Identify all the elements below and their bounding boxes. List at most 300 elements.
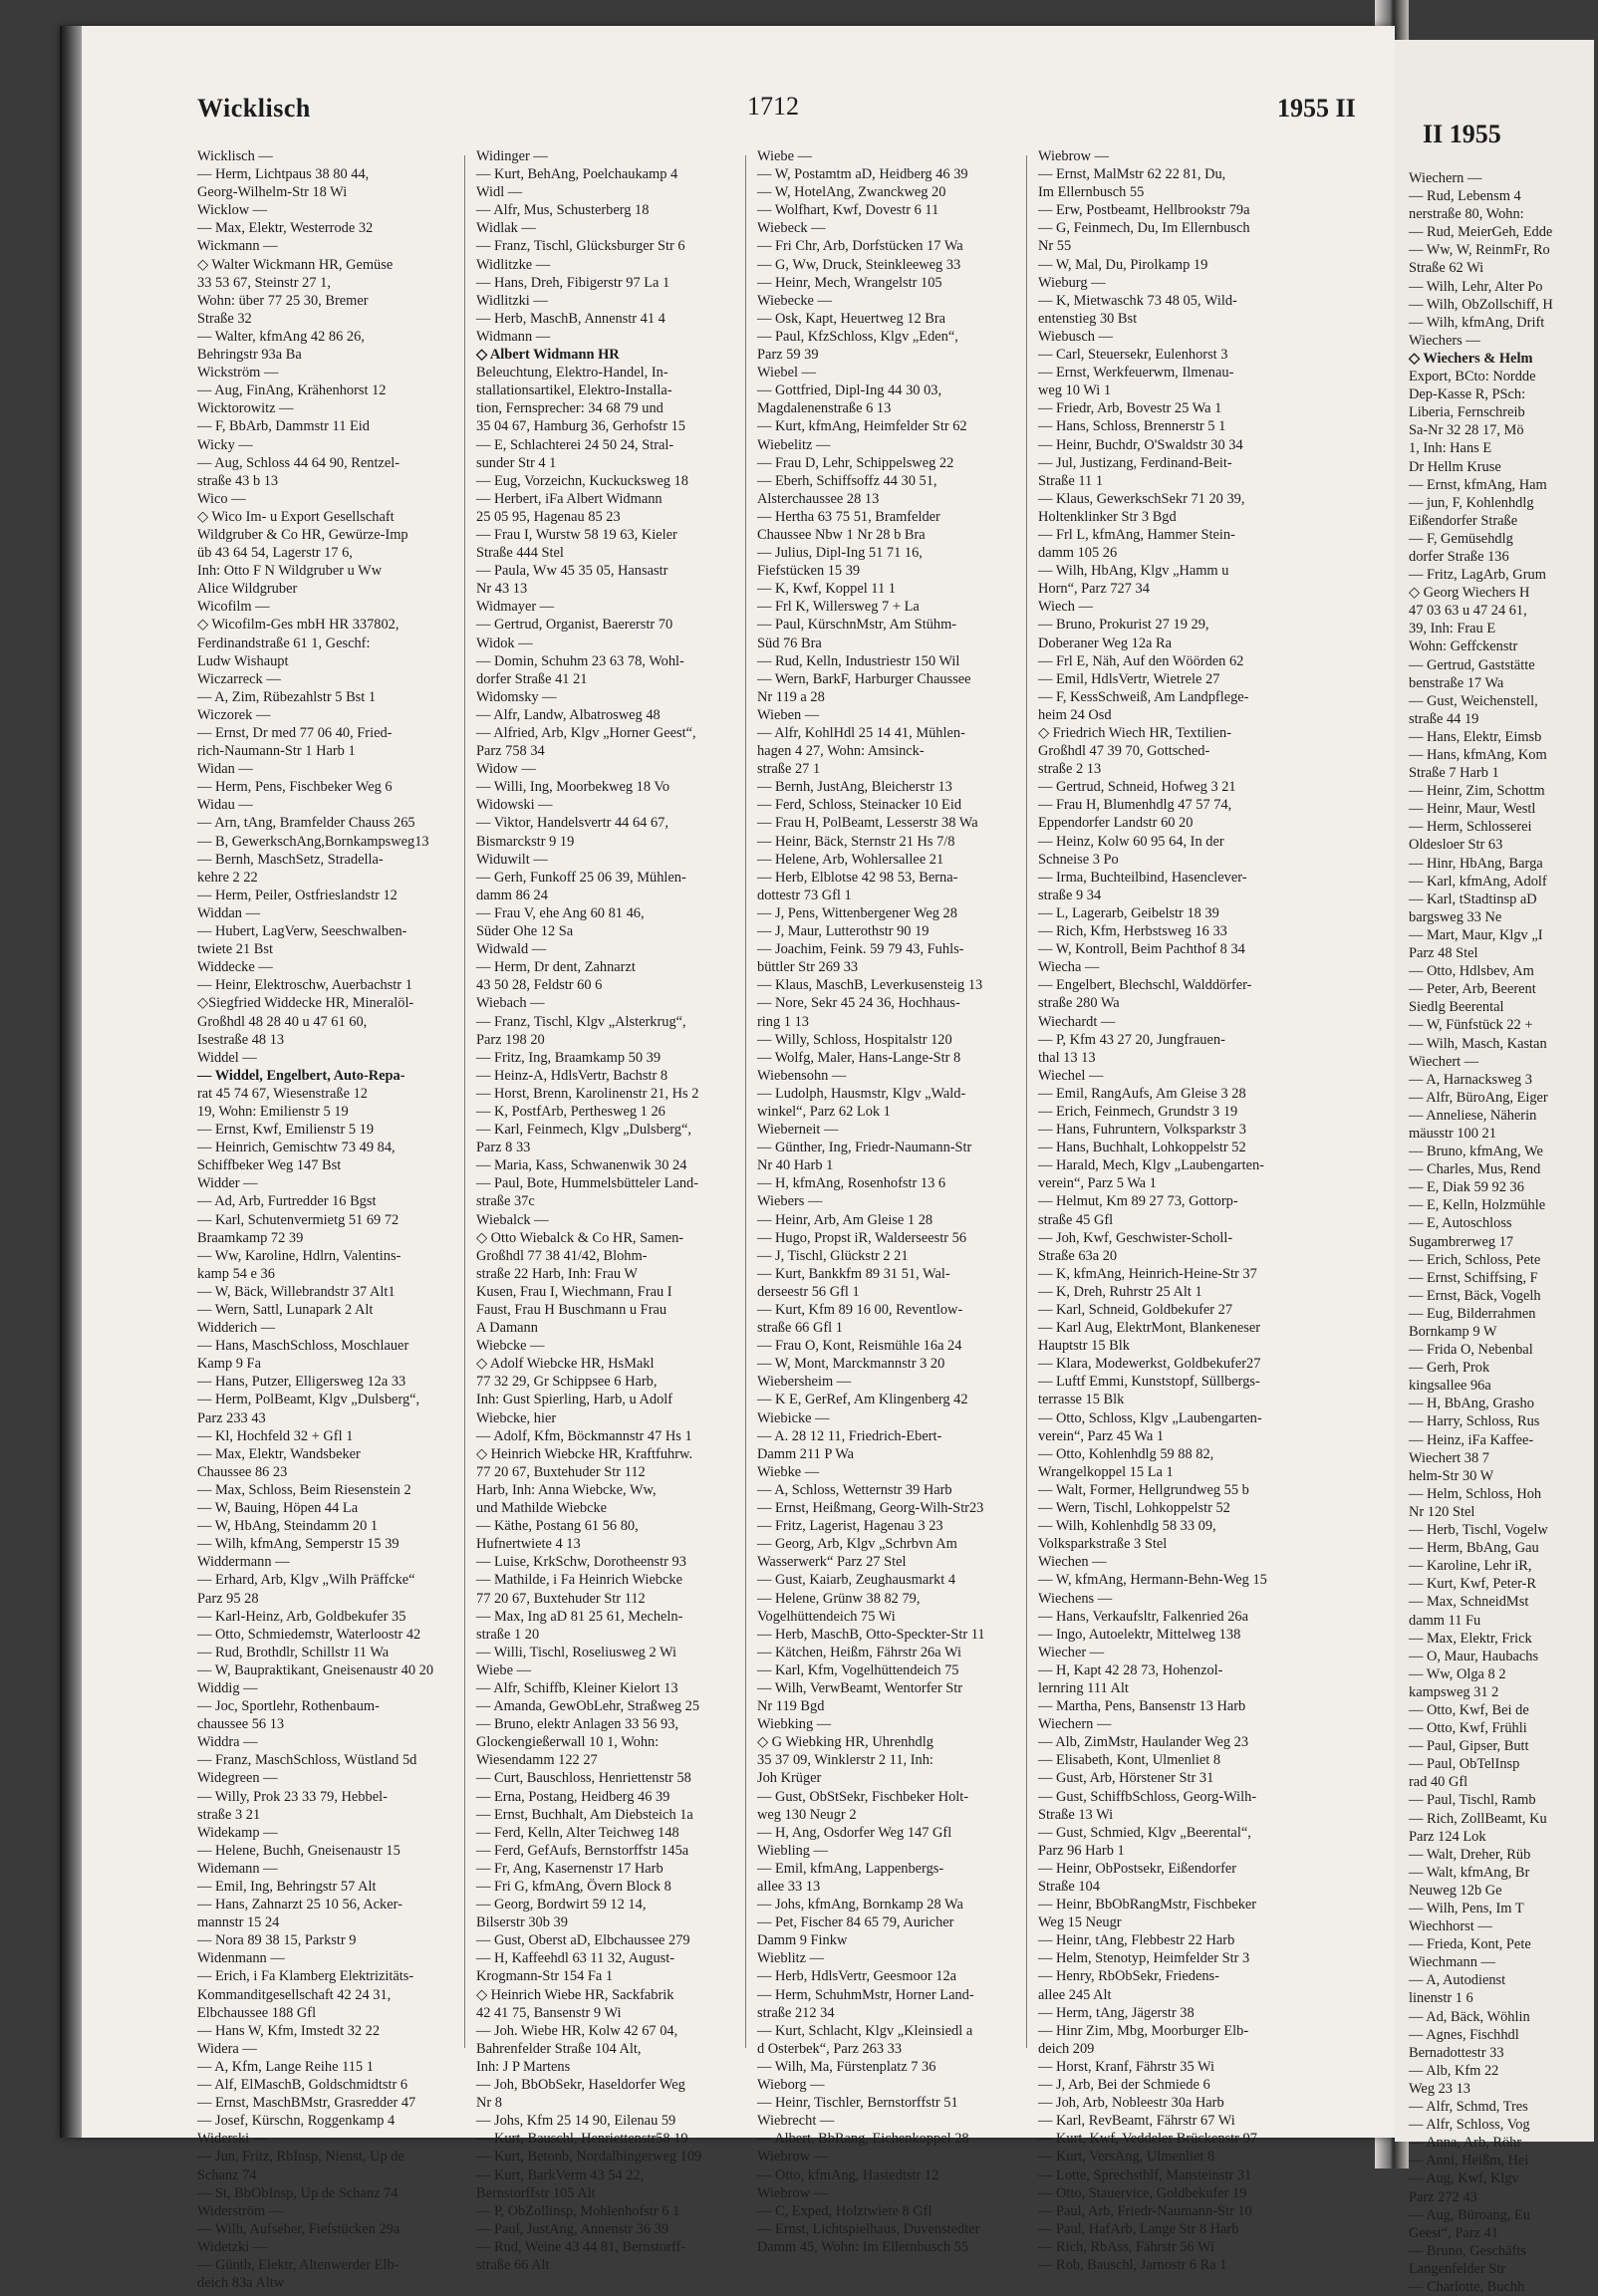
directory-entry-line: — Hinr, HbAng, Barga	[1409, 855, 1543, 872]
directory-entry-line: — Karl-Heinz, Arb, Goldbekufer 35	[197, 1608, 406, 1625]
directory-entry-line: Siedlg Beerental	[1409, 999, 1504, 1016]
directory-entry-line: — Willy, Prok 23 33 79, Hebbel-	[197, 1788, 388, 1805]
directory-entry-line: — Walt, Dreher, Rüb	[1409, 1846, 1531, 1863]
directory-entry-line: — A, Schloss, Wetternstr 39 Harb	[757, 1481, 952, 1498]
directory-entry-line: Wiebe —	[476, 1661, 531, 1678]
directory-entry-line: Nr 8	[476, 2095, 502, 2112]
directory-entry-line: deich 83a Altw	[197, 2275, 285, 2292]
directory-entry-line: Wiczorek —	[197, 706, 271, 723]
directory-entry-line: allee 33 13	[757, 1879, 821, 1895]
directory-entry-line: — Georg, Bordwirt 59 12 14,	[476, 1897, 647, 1913]
directory-entry-line: Wiebe —	[757, 148, 812, 164]
directory-entry-line: Parz 198 20	[476, 1031, 545, 1048]
directory-entry-line: — Otto, Kwf, Bei de	[1409, 1701, 1529, 1718]
directory-entry-line: — Joh. Wiebe HR, Kolw 42 67 04,	[476, 2022, 678, 2039]
directory-entry-line: — E, Kelln, Holzmühle	[1409, 1197, 1546, 1214]
directory-entry-line: — Hans, Schloss, Brennerstr 5 1	[1038, 418, 1226, 435]
directory-entry-line: — W, Baupraktikant, Gneisenaustr 40 20	[197, 1661, 434, 1678]
directory-entry-line: — Anni, Heißm, Hei	[1409, 2153, 1529, 2169]
directory-entry-line: straße 9 34	[1038, 887, 1102, 903]
directory-entry-line: — Julius, Dipl-Ing 51 71 16,	[757, 545, 923, 562]
directory-entry-line: — Nore, Sekr 45 24 36, Hochhaus-	[757, 995, 960, 1012]
directory-entry-line: — W, Bäck, Willebrandstr 37 Alt1	[197, 1283, 396, 1300]
directory-entry-line: Widlak —	[476, 220, 536, 237]
directory-entry-line: — Helmut, Km 89 27 73, Gottorp-	[1038, 1193, 1238, 1210]
directory-entry-line: — Gust, Schmied, Klgv „Beerental“,	[1038, 1824, 1251, 1841]
directory-entry-line: dorfer Straße 136	[1409, 548, 1509, 565]
directory-entry-line: — Ernst, MalMstr 62 22 81, Du,	[1038, 166, 1226, 183]
directory-entry-line: A Damann	[476, 1320, 538, 1337]
directory-entry-line: — Erich, Feinmech, Grundstr 3 19	[1038, 1103, 1238, 1120]
directory-entry-line: — Paul, Bote, Hummelsbütteler Land-	[476, 1175, 699, 1192]
directory-entry-line: damm 86 24	[476, 887, 548, 903]
directory-entry-line: Chaussee 86 23	[197, 1463, 288, 1480]
directory-entry-line: — Hinr Zim, Mbg, Moorburger Elb-	[1038, 2022, 1249, 2039]
directory-entry-line: terrasse 15 Blk	[1038, 1392, 1125, 1408]
directory-entry-line: — Fri Chr, Arb, Dorfstücken 17 Wa	[757, 238, 963, 255]
directory-entry-line: — Agnes, Fischhdl	[1409, 2026, 1519, 2043]
directory-entry-line: — Rich, RbAss, Fährstr 56 Wi	[1038, 2238, 1215, 2255]
directory-entry-line: — Heinr, Bäck, Sternstr 21 Hs 7/8	[757, 833, 955, 850]
directory-entry-line: — Alb, ZimMstr, Haulander Weg 23	[1038, 1734, 1249, 1751]
directory-entry-line: 19, Wohn: Emilienstr 5 19	[197, 1103, 349, 1120]
directory-entry-line: — Fritz, Ing, Braamkamp 50 39	[476, 1049, 662, 1066]
directory-entry-line: Parz 48 Stel	[1409, 945, 1478, 962]
directory-entry-line: — Erhard, Arb, Klgv „Wilh Präffcke“	[197, 1572, 415, 1589]
directory-entry-line: — Bruno, Prokurist 27 19 29,	[1038, 617, 1209, 634]
directory-entry-line: Bornkamp 9 W	[1409, 1324, 1497, 1340]
directory-entry-line: ◇ Wiechers & Helm	[1409, 350, 1533, 367]
directory-entry-line: Parz 758 34	[476, 743, 545, 760]
directory-entry-line: ◇ G Wiebking HR, Uhrenhdlg	[757, 1734, 933, 1751]
directory-entry-line: straße 66 Gfl 1	[757, 1320, 843, 1337]
directory-entry-line: — Elisabeth, Kont, Ulmenliet 8	[1038, 1752, 1221, 1769]
directory-entry-line: — Ferd, Kelln, Alter Teichweg 148	[476, 1824, 679, 1841]
directory-entry-line: — J, Arb, Bei der Schmiede 6	[1038, 2077, 1210, 2094]
directory-entry-line: — Hans W, Kfm, Imstedt 32 22	[197, 2022, 381, 2039]
directory-entry-line: — Heinr, tAng, Flebbestr 22 Harb	[1038, 1932, 1235, 1949]
directory-entry-line: — W, HotelAng, Zwanckweg 20	[757, 184, 946, 201]
directory-entry-line: Widl —	[476, 184, 523, 201]
directory-entry-line: Widau —	[197, 797, 253, 814]
directory-entry-line: Widdecke —	[197, 959, 273, 976]
directory-entry-line: — Ernst, Bäck, Vogelh	[1409, 1287, 1541, 1304]
directory-entry-line: — P, ObZollinsp, Mohlenhofstr 6 1	[476, 2202, 680, 2219]
directory-entry-line: Inh: Gust Spierling, Harb, u Adolf	[476, 1392, 673, 1408]
directory-entry-line: — Kurt, VersAng, Ulmenliet 8	[1038, 2149, 1215, 2166]
directory-entry-line: — Erna, Postang, Heidberg 46 39	[476, 1788, 670, 1805]
directory-entry-line: — Luise, KrkSchw, Dorotheenstr 93	[476, 1554, 686, 1571]
directory-entry-line: Straße 104	[1038, 1879, 1100, 1895]
directory-entry-line: 47 03 63 u 47 24 61,	[1409, 603, 1527, 620]
directory-entry-line: — Wilh, Masch, Kastan	[1409, 1035, 1547, 1052]
directory-entry-line: — Max, Schloss, Beim Riesenstein 2	[197, 1481, 411, 1498]
directory-entry-line: 77 20 67, Buxtehuder Str 112	[476, 1463, 646, 1480]
directory-entry-line: Wieburg —	[1038, 274, 1106, 291]
directory-entry-line: — Otto, Kwf, Frühli	[1409, 1720, 1527, 1737]
directory-entry-line: hagen 4 27, Wohn: Amsinck-	[757, 743, 925, 760]
directory-entry-line: Widdra —	[197, 1734, 258, 1751]
directory-entry-line: — Alfr, KohlHdl 25 14 41, Mühlen-	[757, 725, 965, 741]
directory-entry-line: Wieben —	[757, 706, 820, 723]
directory-entry-line: Dr Hellm Kruse	[1409, 458, 1501, 475]
directory-entry-line: — Heinr, Elektroschw, Auerbachstr 1	[197, 977, 412, 994]
directory-entry-line: — Heinr, Mech, Wrangelstr 105	[757, 274, 942, 291]
directory-entry-line: — Charles, Mus, Rend	[1409, 1161, 1541, 1178]
directory-entry-line: 42 41 75, Bansenstr 9 Wi	[476, 2004, 622, 2021]
directory-entry-line: Wohn: über 77 25 30, Bremer	[197, 292, 369, 309]
directory-entry-line: — Karl Aug, ElektrMont, Blankeneser	[1038, 1320, 1261, 1337]
directory-entry-line: — Emil, Ing, Behringstr 57 Alt	[197, 1879, 377, 1895]
directory-entry-line: — A. 28 12 11, Friedrich-Ebert-	[757, 1427, 942, 1444]
binding-edge	[60, 26, 82, 2138]
directory-entry-line: Glockengießerwall 10 1, Wohn:	[476, 1734, 660, 1751]
directory-entry-line: kamp 54 e 36	[197, 1265, 275, 1282]
directory-entry-line: und Mathilde Wiebcke	[476, 1500, 608, 1517]
directory-entry-line: Braamkamp 72 39	[197, 1229, 304, 1246]
directory-entry-line: — Horst, Brenn, Karolinenstr 21, Hs 2	[476, 1085, 699, 1102]
directory-entry-line: Wiebrow —	[757, 2184, 828, 2201]
directory-entry-line: — Georg, Arb, Klgv „Schrbvn Am	[757, 1536, 957, 1553]
directory-entry-line: Widwald —	[476, 941, 547, 958]
directory-entry-line: Wiebking —	[757, 1716, 832, 1733]
directory-entry-line: Nr 120 Stel	[1409, 1503, 1475, 1520]
directory-entry-line: — F, BbArb, Dammstr 11 Eid	[197, 418, 370, 435]
directory-entry-line: allee 245 Alt	[1038, 1986, 1112, 2003]
directory-entry-line: Bilserstr 30b 39	[476, 1914, 568, 1931]
directory-entry-line: — H, Kaffeehdl 63 11 32, August-	[476, 1950, 675, 1967]
directory-entry-line: — K, kfmAng, Heinrich-Heine-Str 37	[1038, 1265, 1257, 1282]
directory-entry-line: Widemann —	[197, 1860, 278, 1877]
directory-entry-line: straße 22 Harb, Inh: Frau W	[476, 1265, 638, 1282]
directory-entry-line: ◇ Heinrich Wiebcke HR, Kraftfuhrw.	[476, 1445, 693, 1462]
directory-entry-line: Großhdl 77 38 41/42, Blohm-	[476, 1247, 648, 1264]
directory-entry-line: — Paul, Tischl, Ramb	[1409, 1792, 1536, 1809]
directory-entry-line: weg 130 Neugr 2	[757, 1806, 857, 1823]
directory-entry-line: — Rud, MeierGeh, Edde	[1409, 224, 1553, 241]
directory-entry-line: — Frl K, Willersweg 7 + La	[757, 599, 920, 616]
directory-entry-line: Parz 233 43	[197, 1409, 266, 1426]
directory-entry-line: — Helene, Grünw 38 82 79,	[757, 1590, 921, 1607]
directory-entry-line: — Willi, Ing, Moorbekweg 18 Vo	[476, 779, 670, 796]
directory-entry-line: — Paul, ObTelInsp	[1409, 1756, 1520, 1773]
directory-entry-line: — Wilh, kfmAng, Semperstr 15 39	[197, 1536, 400, 1553]
directory-entry-line: — Adolf, Kfm, Böckmannstr 47 Hs 1	[476, 1427, 692, 1444]
directory-entry-line: Wiebers —	[757, 1193, 823, 1210]
directory-entry-line: straße 27 1	[757, 761, 821, 778]
directory-entry-line: — Gust, SchiffbSchloss, Georg-Wilh-	[1038, 1788, 1257, 1805]
directory-entry-line: — Alf, ElMaschB, Goldschmidtstr 6	[197, 2077, 408, 2094]
directory-entry-line: — Ferd, Schloss, Steinacker 10 Eid	[757, 797, 962, 814]
directory-entry-line: Wiechern —	[1409, 170, 1482, 186]
directory-entry-line: — Amanda, GewObLehr, Straßweg 25	[476, 1698, 700, 1715]
directory-entry-line: — Willi, Tischl, Roseliusweg 2 Wi	[476, 1644, 677, 1660]
directory-entry-line: Wiebcke —	[476, 1338, 545, 1355]
directory-entry-line: — Herm, Lichtpaus 38 80 44,	[197, 166, 370, 183]
directory-entry-line: — Ww, W, ReinmFr, Ro	[1409, 242, 1550, 259]
directory-entry-line: ◇Siegfried Widdecke HR, Mineralöl-	[197, 995, 414, 1012]
directory-entry-line: — Friedr, Arb, Bovestr 25 Wa 1	[1038, 400, 1222, 417]
directory-entry-line: Behringstr 93a Ba	[197, 347, 302, 364]
directory-entry-line: Straße 13 Wi	[1038, 1806, 1114, 1823]
directory-entry-line: heim 24 Osd	[1038, 706, 1112, 723]
directory-entry-line: Wieblitz —	[757, 1950, 824, 1967]
directory-entry-line: Faust, Frau H Buschmann u Frau	[476, 1302, 667, 1318]
directory-entry-line: — Hertha 63 75 51, Bramfelder	[757, 508, 940, 525]
directory-entry-line: Sa-Nr 32 28 17, Mö	[1409, 422, 1524, 439]
directory-entry-line: — Bernh, MaschSetz, Stradella-	[197, 851, 384, 868]
directory-entry-line: — Frau H, Blumenhdlg 47 57 74,	[1038, 797, 1232, 814]
directory-entry-line: verein“, Parz 5 Wa 1	[1038, 1175, 1157, 1192]
directory-entry-line: — Hans, Buchhalt, Lohkoppelstr 52	[1038, 1140, 1246, 1156]
directory-entry-line: — Ingo, Autoelektr, Mittelweg 138	[1038, 1626, 1241, 1643]
directory-entry-line: — Walter, kfmAng 42 86 26,	[197, 328, 365, 345]
directory-entry-line: — Gust, ObStSekr, Fischbeker Holt-	[757, 1788, 969, 1805]
directory-entry-line: 77 32 29, Gr Schippsee 6 Harb,	[476, 1374, 658, 1391]
directory-entry-line: — Herm, tAng, Jägerstr 38	[1038, 2004, 1195, 2021]
directory-entry-line: — L, Lagerarb, Geibelstr 18 39	[1038, 904, 1219, 921]
directory-entry-line: Widdermann —	[197, 1554, 290, 1571]
directory-entry-line: Widetzki —	[197, 2238, 268, 2255]
directory-entry-line: Süder Ohe 12 Sa	[476, 923, 574, 940]
directory-entry-line: Widok —	[476, 635, 533, 651]
directory-entry-line: — Gottfried, Dipl-Ing 44 30 03,	[757, 383, 942, 399]
directory-entry-line: — Widdel, Engelbert, Auto-Repa-	[197, 1067, 405, 1084]
directory-entry-line: — Kurt, Kfm 89 16 00, Reventlow-	[757, 1302, 963, 1318]
directory-entry-line: straße 1 20	[476, 1626, 540, 1643]
directory-entry-line: Inh: J P Martens	[476, 2058, 571, 2075]
directory-entry-line: Volksparkstraße 3 Stel	[1038, 1536, 1168, 1553]
directory-entry-line: — Hubert, LagVerw, Seeschwalben-	[197, 923, 407, 940]
directory-entry-line: straße 44 19	[1409, 710, 1479, 727]
directory-entry-line: — Anneliese, Näherin	[1409, 1107, 1537, 1124]
directory-entry-line: — W, Mal, Du, Pirolkamp 19	[1038, 256, 1208, 273]
directory-entry-line: — Heinz-A, HdlsVertr, Bachstr 8	[476, 1067, 668, 1084]
directory-entry-line: — Ludolph, Hausmstr, Klgv „Wald-	[757, 1085, 966, 1102]
directory-entry-line: Wiechel —	[1038, 1067, 1104, 1084]
directory-entry-line: — G, Ww, Druck, Steinkleeweg 33	[757, 256, 961, 273]
directory-entry-line: — Karl, Schneid, Goldbekufer 27	[1038, 1302, 1233, 1318]
directory-entry-line: — Herbert, iFa Albert Widmann	[476, 490, 663, 507]
directory-entry-line: Weg 23 13	[1409, 2080, 1470, 2097]
directory-entry-line: — Gust, Kaiarb, Zeughausmarkt 4	[757, 1572, 956, 1589]
directory-entry-line: — Walt, Former, Hellgrundweg 55 b	[1038, 1481, 1249, 1498]
directory-entry-line: — Herm, BbAng, Gau	[1409, 1540, 1539, 1557]
directory-entry-line: büttler Str 269 33	[757, 959, 859, 976]
running-head: Wicklisch	[197, 94, 311, 123]
page-header	[60, 76, 1395, 126]
directory-entry-line: — Frau D, Lehr, Schippelsweg 22	[757, 454, 954, 471]
directory-entry-line: — Paul, Arb, Friedr-Naumann-Str 10	[1038, 2202, 1252, 2219]
directory-entry-line: — A, Zim, Rübezahlstr 5 Bst 1	[197, 688, 377, 705]
directory-entry-line: twiete 21 Bst	[197, 941, 273, 958]
directory-entry-line: Chaussee Nbw 1 Nr 28 b Bra	[757, 526, 926, 543]
directory-entry-line: — Wilh, Pens, Im T	[1409, 1901, 1524, 1916]
directory-entry-line: Wiebling —	[757, 1842, 828, 1859]
directory-entry-line: — Heinr, Tischler, Bernstorffstr 51	[757, 2095, 958, 2112]
directory-entry-line: — Helm, Stenotyp, Heimfelder Str 3	[1038, 1950, 1250, 1967]
directory-entry-line: — Gust, Arb, Hörstener Str 31	[1038, 1770, 1214, 1787]
directory-entry-line: Wiebrow —	[1038, 148, 1109, 164]
directory-entry-line: Neuweg 12b Ge	[1409, 1882, 1502, 1899]
directory-entry-line: damm 11 Fu	[1409, 1612, 1481, 1629]
directory-entry-line: rad 40 Gfl	[1409, 1774, 1468, 1791]
directory-entry-line: — Ernst, kfmAng, Ham	[1409, 476, 1547, 493]
directory-entry-line: — Kurt, Kwf, Peter-R	[1409, 1576, 1537, 1593]
directory-entry-line: — A, Kfm, Lange Reihe 115 1	[197, 2058, 374, 2075]
directory-entry-line: Parz 59 39	[757, 347, 819, 364]
directory-entry-line: — Ernst, Schiffsing, F	[1409, 1269, 1538, 1286]
directory-entry-line: — Wilh, kfmAng, Drift	[1409, 314, 1545, 331]
directory-entry-line: — Gertrud, Gaststätte	[1409, 656, 1535, 673]
directory-entry-line: — Käthe, Postang 61 56 80,	[476, 1518, 639, 1535]
directory-entry-line: — Bruno, kfmAng, We	[1409, 1144, 1543, 1160]
directory-entry-line: — Karl, Feinmech, Klgv „Dulsberg“,	[476, 1122, 691, 1139]
directory-entry-line: — Joh, Arb, Nobleestr 30a Harb	[1038, 2095, 1224, 2112]
directory-entry-line: — Paul, Gipser, Butt	[1409, 1738, 1529, 1755]
directory-entry-line: — W, Fünfstück 22 +	[1409, 1017, 1533, 1034]
directory-entry-line: weg 10 Wi 1	[1038, 383, 1112, 399]
directory-entry-line: — Kätchen, Heißm, Fährstr 26a Wi	[757, 1644, 961, 1660]
directory-entry-line: sunder Str 4 1	[476, 454, 557, 471]
directory-entry-line: Bernadottestr 33	[1409, 2044, 1504, 2061]
directory-entry-line: — Joh, Kwf, Geschwister-Scholl-	[1038, 1229, 1233, 1246]
directory-entry-line: — Engelbert, Blechschl, Walddörfer-	[1038, 977, 1252, 994]
directory-entry-line: — Max, SchneidMst	[1409, 1594, 1529, 1611]
directory-entry-line: kehre 2 22	[197, 869, 258, 886]
directory-entry-line: — Ernst, Dr med 77 06 40, Fried-	[197, 725, 393, 741]
directory-page-right	[1395, 40, 1594, 2295]
directory-entry-line: — Fritz, Lagerist, Hagenau 3 23	[757, 1518, 943, 1535]
directory-entry-line: — Heinr, Arb, Am Gleise 1 28	[757, 1211, 933, 1228]
directory-entry-line: Wiebcke, hier	[476, 1409, 557, 1426]
directory-entry-line: — Walt, kfmAng, Br	[1409, 1864, 1530, 1881]
directory-entry-line: Kusen, Frau I, Wiechmann, Frau I	[476, 1283, 672, 1300]
directory-entry-line: — J, Pens, Wittenbergener Weg 28	[757, 904, 957, 921]
directory-entry-line: Großhdl 47 39 70, Gottsched-	[1038, 743, 1210, 760]
directory-entry-line: Parz 8 33	[476, 1140, 531, 1156]
directory-entry-line: — Karl, kfmAng, Adolf	[1409, 873, 1547, 890]
directory-entry-line: — Carl, Steuersekr, Eulenhorst 3	[1038, 347, 1228, 364]
directory-entry-line: — Luftf Emmi, Kunststopf, Süllbergs-	[1038, 1374, 1260, 1391]
directory-entry-line: — Frieda, Kont, Pete	[1409, 1936, 1531, 1953]
directory-entry-line: 39, Inh: Frau E	[1409, 621, 1496, 638]
directory-entry-line: — Hugo, Propst iR, Walderseestr 56	[757, 1229, 967, 1246]
directory-entry-line: stallationsartikel, Elektro-Installa-	[476, 383, 672, 399]
directory-entry-line: Straße 11 1	[1038, 472, 1104, 489]
directory-entry-line: — K, Dreh, Ruhrstr 25 Alt 1	[1038, 1283, 1202, 1300]
directory-entry-line: — W, Postamtm aD, Heidberg 46 39	[757, 166, 968, 183]
directory-entry-line: Alice Wildgruber	[197, 581, 298, 598]
directory-entry-line: — Helm, Schloss, Hoh	[1409, 1485, 1542, 1502]
directory-entry-line: — Frida O, Nebenbal	[1409, 1342, 1533, 1359]
directory-entry-line: — Otto, Schloss, Klgv „Laubengarten-	[1038, 1409, 1262, 1426]
directory-entry-line: Isestraße 48 13	[197, 1031, 285, 1048]
directory-entry-line: — Charlotte, Buchh	[1409, 2278, 1525, 2295]
directory-entry-line: — H, kfmAng, Rosenhofstr 13 6	[757, 1175, 946, 1192]
column-right-page	[1409, 169, 1598, 2296]
directory-entry-line: — Henry, RbObSekr, Friedens-	[1038, 1968, 1219, 1985]
directory-entry-line: Widenmann —	[197, 1950, 285, 1967]
directory-entry-line: Langenfelder Str	[1409, 2260, 1506, 2277]
directory-entry-line: — Erich, Schloss, Pete	[1409, 1251, 1541, 1268]
directory-entry-line: winkel“, Parz 62 Lok 1	[757, 1103, 891, 1120]
directory-entry-line: — Wilh, Aufseher, Fiefstücken 29a	[197, 2220, 400, 2237]
directory-entry-line: — Max, Elektr, Westerrode 32	[197, 220, 374, 237]
directory-entry-line: — Wern, BarkF, Harburger Chaussee	[757, 670, 971, 687]
directory-entry-line: — Alfr, Schloss, Vog	[1409, 2117, 1530, 2134]
directory-entry-line: ◇ Wico Im- u Export Gesellschaft	[197, 508, 395, 525]
column-1	[197, 147, 458, 2292]
directory-entry-line: — Harry, Schloss, Rus	[1409, 1413, 1540, 1430]
directory-entry-line: Wickström —	[197, 365, 279, 382]
directory-entry-line: Widuwilt —	[476, 851, 548, 868]
directory-entry-line: — Frl L, kfmAng, Hammer Stein-	[1038, 526, 1235, 543]
directory-entry-line: ◇ Albert Widmann HR	[476, 347, 620, 364]
directory-entry-line: — Fri G, kfmAng, Övern Block 8	[476, 1879, 671, 1895]
directory-entry-line: Ferdinandstraße 61 1, Geschf:	[197, 635, 371, 651]
directory-entry-line: Widdan —	[197, 904, 260, 921]
directory-entry-line: Wieborg —	[757, 2077, 825, 2094]
directory-entry-line: — Fritz, LagArb, Grum	[1409, 567, 1546, 584]
directory-entry-line: — Johs, kfmAng, Bornkamp 28 Wa	[757, 1897, 963, 1913]
directory-entry-line: — W, kfmAng, Hermann-Behn-Weg 15	[1038, 1572, 1267, 1589]
directory-entry-line: Parz 124 Lok	[1409, 1828, 1486, 1845]
directory-entry-line: ◇ Walter Wickmann HR, Gemüse	[197, 256, 394, 273]
directory-entry-line: — Hans, Zahnarzt 25 10 56, Acker-	[197, 1897, 402, 1913]
directory-entry-line: — E, Schlachterei 24 50 24, Stral-	[476, 436, 674, 453]
directory-entry-line: — Emil, kfmAng, Lappenbergs-	[757, 1860, 944, 1877]
directory-entry-line: — Aug, Büroang, Eu	[1409, 2206, 1530, 2223]
directory-entry-line: — Günther, Ing, Friedr-Naumann-Str	[757, 1140, 972, 1156]
directory-entry-line: — Joachim, Feink. 59 79 43, Fuhls-	[757, 941, 964, 958]
directory-entry-line: Widlitzki —	[476, 292, 548, 309]
directory-entry-line: Beleuchtung, Elektro-Handel, In-	[476, 365, 668, 382]
directory-entry-line: — K E, GerRef, Am Klingenberg 42	[757, 1392, 968, 1408]
directory-entry-line: — Ad, Bäck, Wöhlin	[1409, 2008, 1530, 2025]
directory-entry-line: — W, Mont, Marckmannstr 3 20	[757, 1356, 945, 1373]
directory-entry-line: — Gust, Weichenstell,	[1409, 692, 1538, 709]
directory-entry-line: Im Ellernbusch 55	[1038, 184, 1145, 201]
directory-entry-line: Widegreen —	[197, 1770, 278, 1787]
directory-entry-line: linenstr 1 6	[1409, 1990, 1473, 2007]
directory-entry-line: — P, Kfm 43 27 20, Jungfrauen-	[1038, 1031, 1225, 1048]
directory-entry-line: — Rud, Weine 43 44 81, Bernstorff-	[476, 2238, 686, 2255]
directory-entry-line: — jun, F, Kohlenhdlg	[1409, 494, 1534, 511]
directory-entry-line: — Ww, Olga 8 2	[1409, 1665, 1506, 1682]
directory-entry-line: — Otto, Schmiedemstr, Waterloostr 42	[197, 1626, 421, 1643]
directory-entry-line: ◇ Otto Wiebalck & Co HR, Samen-	[476, 1229, 684, 1246]
directory-entry-line: — W, Kontroll, Beim Pachthof 8 34	[1038, 941, 1245, 958]
directory-entry-line: mannstr 15 24	[197, 1914, 280, 1931]
directory-entry-line: — H, Ang, Osdorfer Weg 147 Gfl	[757, 1824, 952, 1841]
directory-entry-line: 35 04 67, Hamburg 36, Gerhofstr 15	[476, 418, 685, 435]
directory-entry-line: dottestr 73 Gfl 1	[757, 887, 852, 903]
directory-entry-line: bargsweg 33 Ne	[1409, 908, 1502, 925]
directory-entry-line: — Ferd, GefAufs, Bernstorffstr 145a	[476, 1842, 689, 1859]
running-head-right: II 1955	[1423, 120, 1501, 148]
directory-entry-line: — Pet, Fischer 84 65 79, Auricher	[757, 1914, 954, 1931]
directory-entry-line: — Heinz, iFa Kaffee-	[1409, 1431, 1534, 1448]
directory-entry-line: — Herb, HdlsVertr, Geesmoor 12a	[757, 1968, 957, 1985]
directory-entry-line: — Curt, Bauschloss, Henriettenstr 58	[476, 1770, 691, 1787]
directory-entry-line: — Kurt, Schlacht, Klgv „Kleinsiedl a	[757, 2022, 973, 2039]
directory-entry-line: — Alb, Kfm 22	[1409, 2062, 1499, 2079]
directory-entry-line: — Ernst, Heißmang, Georg-Wilh-Str23	[757, 1500, 984, 1517]
directory-entry-line: Widmann —	[476, 328, 551, 345]
directory-entry-line: — Emil, RangAufs, Am Gleise 3 28	[1038, 1085, 1246, 1102]
directory-entry-line: — Gerh, Prok	[1409, 1360, 1490, 1377]
